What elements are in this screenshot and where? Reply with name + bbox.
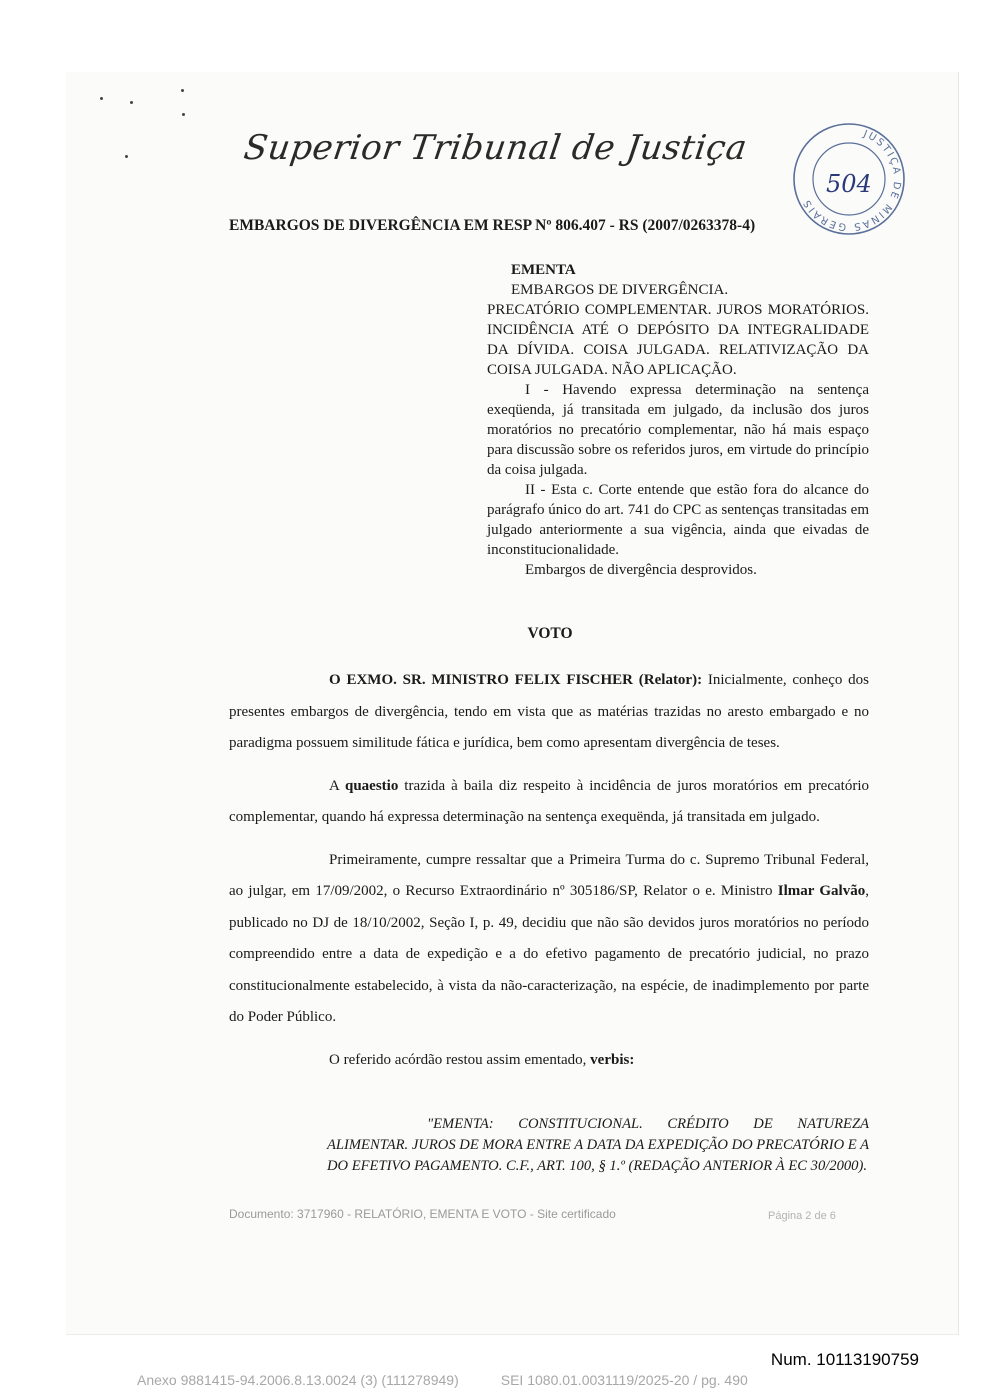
seal-text: JUSTIÇA DE MINAS GERAIS xyxy=(801,128,903,233)
ementa-item-2: II - Esta c. Corte entende que estão fora do alcance do parágrafo único do art. 741 do CPC as sentenças transitadas em julgado anteriormente a sua vigência, ainda que eivadas de inconstitucionalidade. xyxy=(487,482,869,558)
ementa-item-1: I - Havendo expressa determinação na sentença exeqüenda, já transitada em julgado, da inclusão dos juros moratórios no precatório complementar, não há mais espaço para discussão sobre os referidos juros, em virtude do princípio da coisa julgada. xyxy=(487,382,869,478)
paragraph-2-pre: A xyxy=(329,777,345,794)
annex-footer xyxy=(137,1372,748,1388)
scan-speck xyxy=(182,113,185,116)
document-number: Num. 10113190759 xyxy=(770,1350,919,1369)
seal-handwritten-number: 504 xyxy=(826,170,872,198)
voto-body xyxy=(229,665,869,1076)
paragraph-2-text: trazida à baila diz respeito à incidência de juros moratórios em precatório complementar, quando há expressa determinação na sentença exequënda, já transitada em julgado. xyxy=(229,777,869,825)
ementa-headnote xyxy=(487,280,869,380)
paragraph-3-text: , publicado no DJ de 18/10/2002, Seção I, p. 49, decidiu que não são devidos juros moratórios no período compreendido entre a data de expedição e a do efetivo pagamento de precatório judicial, no prazo constitucionalmente estabelecido, à vista da não-caracterização, na espécie, de inadimplemento por parte do Poder Público. xyxy=(229,883,869,1025)
ementa-conclusion: Embargos de divergência desprovidos. xyxy=(525,562,757,578)
paragraph-2-bold: quaestio xyxy=(344,777,399,794)
ementa-block xyxy=(487,260,869,580)
ementa-headnote-first: EMBARGOS DE DIVERGÊNCIA. xyxy=(511,282,729,298)
paragraph-4-pre: O referido acórdão restou assim ementado, xyxy=(329,1051,591,1068)
annex-reference: Anexo 9881415-94.2006.8.13.0024 (3) (111278949) xyxy=(137,1372,459,1388)
page-number: Página 2 de 6 xyxy=(768,1210,836,1222)
paragraph-4 xyxy=(229,1045,869,1077)
court-seal-stamp xyxy=(790,120,908,238)
case-header: EMBARGOS DE DIVERGÊNCIA EM RESP Nº 806.407 - RS (2007/0263378-4) xyxy=(229,217,756,234)
quoted-ementa: "EMENTA: CONSTITUCIONAL. CRÉDITO DE NATUREZA ALIMENTAR. JUROS DE MORA ENTRE A DATA DA EXPEDIÇÃO DO PRECATÓRIO E A DO EFETIVO PAGAMENTO. C.F., ART. 100, § 1.º (REDAÇÃO ANTERIOR À EC 30/2000). xyxy=(327,1116,869,1174)
paragraph-1 xyxy=(229,665,869,760)
scan-speck xyxy=(130,101,133,104)
voto-title: VOTO xyxy=(527,625,573,642)
paragraph-3-bold: Ilmar Galvão xyxy=(777,883,866,899)
paragraph-1-text: Inicialmente, conheço dos presentes embargos de divergência, tendo em vista que as matérias trazidas no aresto embargado e no paradigma possuem similitude fática e jurídica, bem como apresentam divergência de teses. xyxy=(229,672,869,751)
scan-speck xyxy=(100,97,103,100)
sei-reference: SEI 1080.01.0031119/2025-20 / pg. 490 xyxy=(500,1372,748,1388)
paragraph-3 xyxy=(229,845,869,1034)
paragraph-4-bold: verbis: xyxy=(590,1051,635,1068)
paragraph-1-bold: O EXMO. SR. MINISTRO FELIX FISCHER (Relator): xyxy=(329,672,703,688)
paragraph-3-pre: Primeiramente, cumpre ressaltar que a Primeira Turma do c. Supremo Tribunal Federal, ao julgar, em 17/09/2002, o Recurso Extraordinário nº 305186/SP, Relator o e. Ministro xyxy=(229,851,869,899)
scan-speck xyxy=(181,89,184,92)
court-title: Superior Tribunal de Justiça xyxy=(241,128,750,168)
ementa-headnote-rest: PRECATÓRIO COMPLEMENTAR. JUROS MORATÓRIOS. INCIDÊNCIA ATÉ O DEPÓSITO DA INTEGRALIDADE DA DÍVIDA. COISA JULGADA. RELATIVIZAÇÃO DA COISA JULGADA. NÃO APLICAÇÃO. xyxy=(487,302,869,378)
document-footer: Documento: 3717960 - RELATÓRIO, EMENTA E VOTO - Site certificado xyxy=(229,1207,616,1221)
ementa-label: EMENTA xyxy=(511,262,576,278)
paragraph-2 xyxy=(229,771,869,834)
